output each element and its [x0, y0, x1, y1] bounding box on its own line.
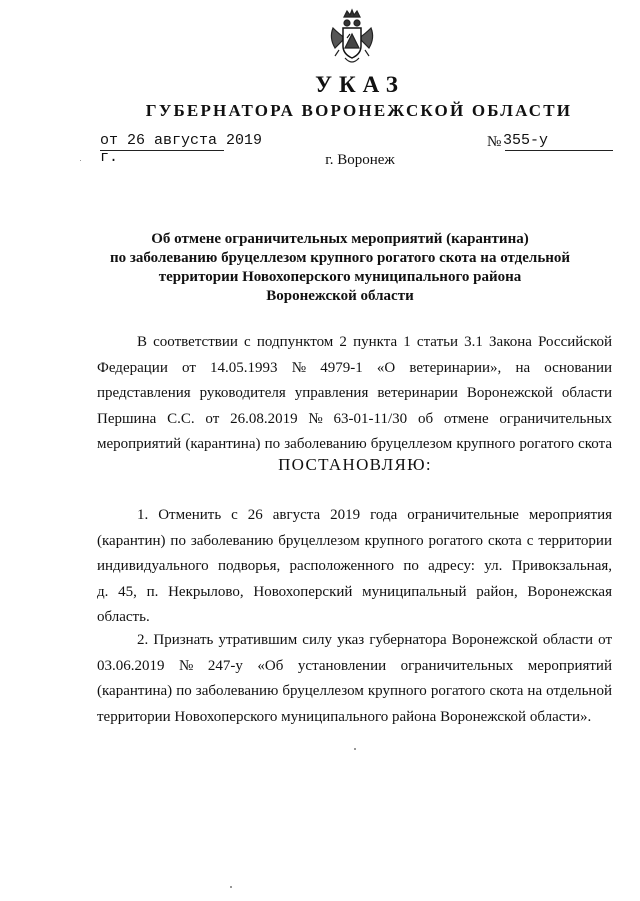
- document-number: 355-у: [503, 132, 549, 149]
- item-1-line: индивидуального подворья, расположенного по адресу: ул. Привокзальная,: [97, 558, 612, 574]
- item-1-line: (карантин) по заболеванию бруцеллезом крупного рогатого скота с территории: [97, 532, 612, 549]
- decree-word: ПОСТАНОВЛЯЮ:: [278, 455, 432, 474]
- number-sign: №: [487, 134, 502, 150]
- document-heading: [100, 230, 580, 306]
- item-2-line: 03.06.2019 № 247-у «Об установлении ограничительных мероприятий: [97, 657, 612, 674]
- heading-line: Воронежской области: [266, 288, 414, 304]
- preamble-line: Федерации от 14.05.1993 № 4979-1 «О ветеринарии», на основании: [97, 359, 612, 376]
- date-underline: [100, 150, 224, 151]
- item-2-line: 2. Признать утратившим силу указ губернатора Воронежской области от: [137, 632, 612, 648]
- preamble-line: Першина С.С. от 26.08.2019 № 63-01-11/30 об отмене ограничительных: [97, 410, 612, 427]
- item-2-line: (карантина) по заболеванию бруцеллезом крупного рогатого скота на отдельной: [97, 683, 612, 699]
- document-date: от 26 августа 2019 г.: [100, 132, 263, 166]
- heading-line: территории Новохоперского муниципального района: [158, 269, 522, 285]
- item-1-paragraph: [97, 503, 612, 631]
- item-2-paragraph: [97, 628, 612, 730]
- document-subtitle: ГУБЕРНАТОРА ВОРОНЕЖСКОЙ ОБЛАСТИ: [145, 101, 573, 120]
- preamble-line: представления руководителя управления ветеринарии Воронежской области: [97, 385, 612, 401]
- number-underline: [505, 150, 613, 151]
- document-city: г. Воронеж: [325, 152, 395, 168]
- item-1-line: д. 45, п. Некрылово, Новохоперский муниципальный район, Воронежская: [97, 583, 612, 600]
- voronezh-coat-of-arms-icon: [325, 8, 379, 68]
- item-2-line: территории Новохоперского муниципального района Воронежской области».: [97, 708, 592, 725]
- scan-speck: [230, 886, 232, 888]
- preamble-paragraph: [97, 330, 612, 458]
- preamble-line: мероприятий (карантина) по заболеванию бруцеллезом крупного рогатого скота: [97, 436, 612, 452]
- item-1-line: область.: [97, 609, 150, 625]
- heading-line: Об отмене ограничительных мероприятий (карантина): [151, 231, 529, 247]
- heading-line: по заболеванию бруцеллезом крупного рогатого скота на отдельной: [109, 250, 571, 266]
- scan-speck: [80, 160, 81, 161]
- item-1-line: 1. Отменить с 26 августа 2019 года ограничительные мероприятия: [137, 507, 612, 523]
- preamble-line: В соответствии с подпунктом 2 пункта 1 статьи 3.1 Закона Российской: [137, 334, 612, 350]
- scan-speck: [354, 748, 356, 750]
- document-title: УКАЗ: [315, 72, 405, 97]
